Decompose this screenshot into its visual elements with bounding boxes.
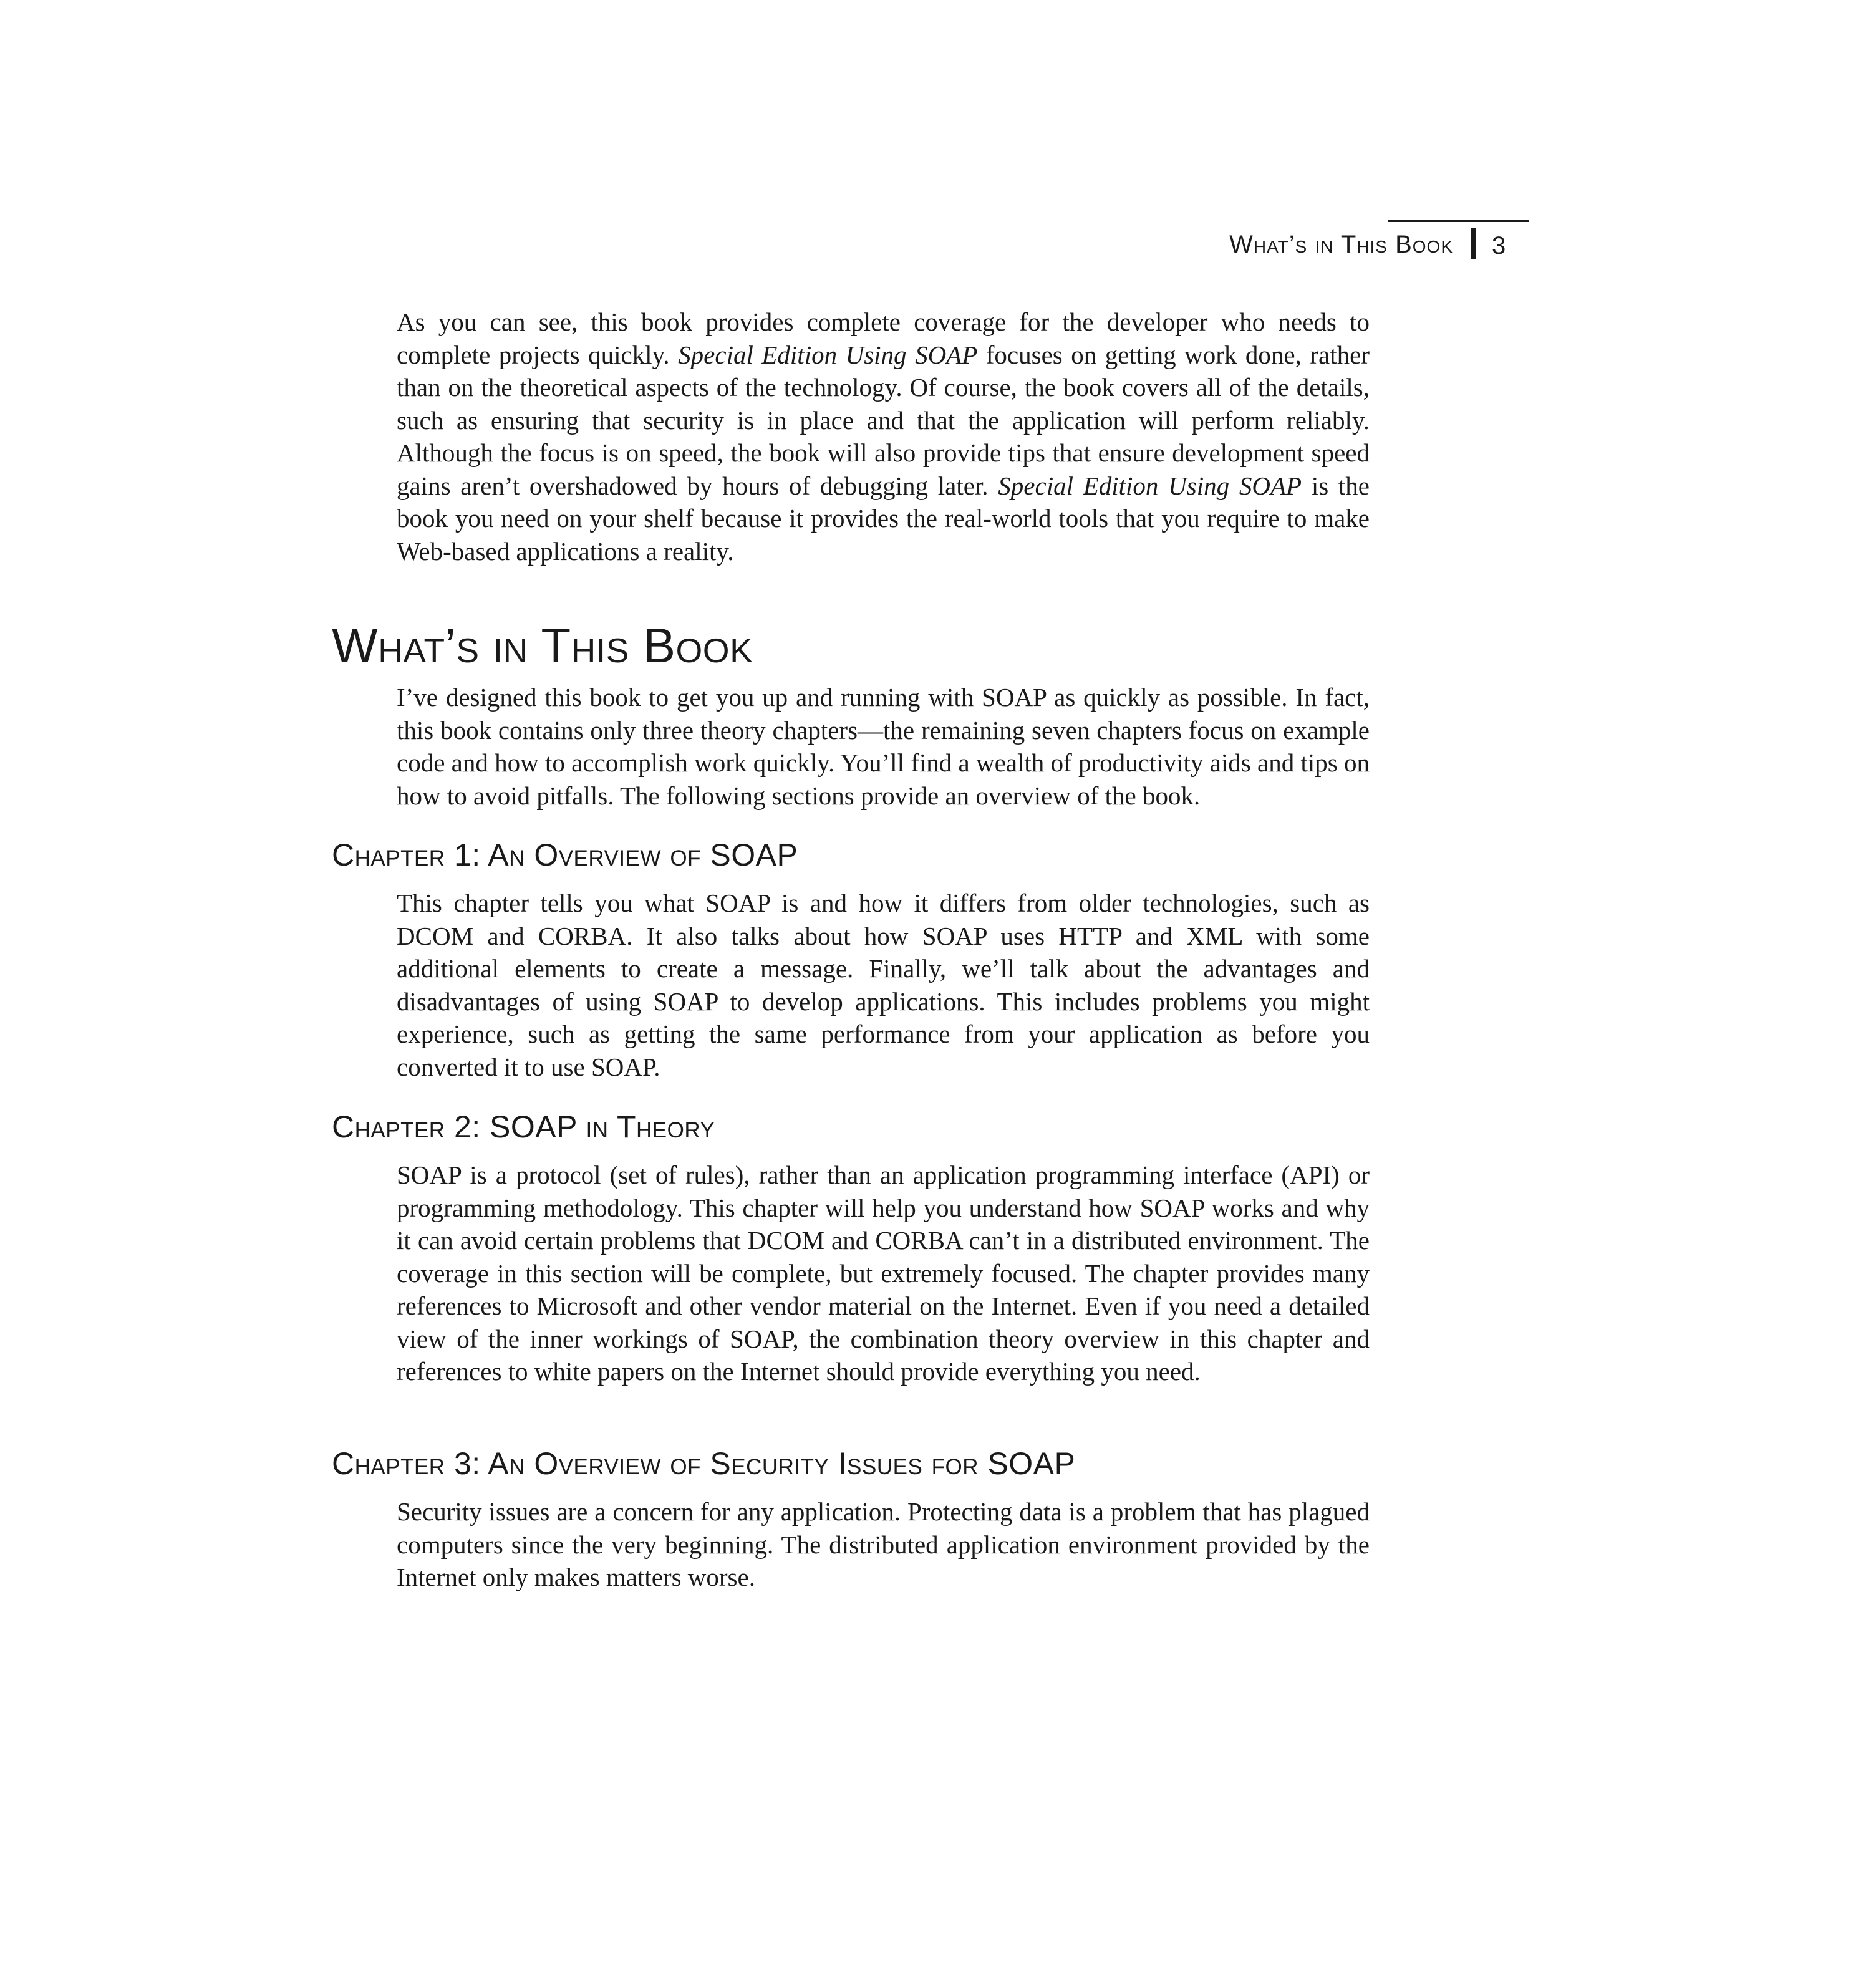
section-paragraph: I’ve designed this book to get you up and running with SOAP as quickly as possible. In fact, this book contains only three theory chapters—the remaining seven chapters focus on example code and how to accomplish work quickly. You’ll find a wealth of productivity aids and tips on how to avoid pitfalls. The following sections provide an overview of the book. [397,683,1370,810]
chapter-2-heading: Chapter 2: SOAP in Theory [332,1109,715,1144]
book-title-italic-2: Special Edition Using SOAP [998,471,1302,500]
book-title-italic-1: Special Edition Using SOAP [678,340,978,369]
header-divider [1471,228,1476,259]
running-title: What’s in This Book [1229,231,1453,258]
chapter-3-heading: Chapter 3: An Overview of Security Issues for SOAP [332,1446,1076,1481]
intro-text-2: focuses on getting work done, rather than on the theoretical aspects of the technology. Of course, the book covers all of the details, such as ensuring that security is in place and that the application will perform reliably. Although the focus is on speed, the book will also provide tips that ensure development speed gains aren’t overshadowed by hours of debugging later. [397,340,1370,500]
chapter-1-heading: Chapter 1: An Overview of SOAP [332,837,798,872]
intro-text-1: As you can see, this book provides complete coverage for the developer who needs to complete projects quickly. [397,307,1370,369]
chapter-2-text: SOAP is a protocol (set of rules), rather than an application programming interface (API) or programming methodology. This chapter will help you understand how SOAP works and why it can avoid certain problems that DCOM and CORBA can’t in a distributed environment. The coverage in this section will be complete, but extremely focused. The chapter provides many references to Microsoft and other vendor material on the Internet. Even if you need a detailed view of the inner workings of SOAP, the combination theory overview in this chapter and references to white papers on the Internet should provide everything you need. [397,1160,1370,1386]
page-number: 3 [1492,232,1506,259]
section-heading: What’s in This Book [332,618,753,673]
chapter-1-text: This chapter tells you what SOAP is and how it differs from older technologies, such as DCOM and CORBA. It also talks about how SOAP uses HTTP and XML with some additional elements to create a message. Finally, we’ll talk about the advantages and disadvantages of using SOAP to develop applications. This includes problems you might experience, such as getting the same performance from your application as before you converted it to use SOAP. [397,889,1370,1081]
intro-text-3: is the book you need on your shelf because it provides the real-world tools that you require to make Web-based applications a reality. [397,471,1370,566]
running-header [1229,222,1529,259]
chapter-3-text: Security issues are a concern for any application. Protecting data is a problem that has plagued computers since the very beginning. The distributed application environment provided by the Internet only makes matters worse. [397,1497,1370,1591]
intro-paragraph [397,306,1370,567]
